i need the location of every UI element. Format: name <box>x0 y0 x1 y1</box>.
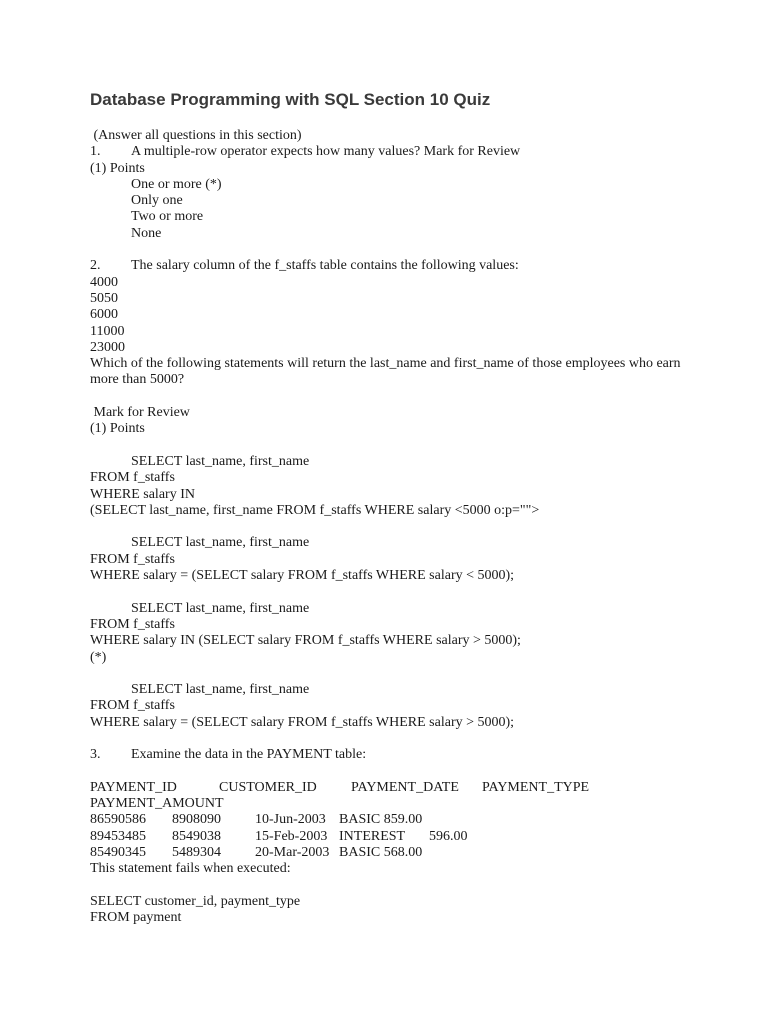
table-cell: 8549038 <box>172 828 221 844</box>
points-label: (1) Points <box>90 421 145 437</box>
code-line: FROM f_staffs <box>90 698 175 714</box>
question-2 <box>90 258 690 274</box>
code-line: SELECT last_name, first_name <box>131 535 310 551</box>
salary-value: 6000 <box>90 307 118 323</box>
table-cell: BASIC 568.00 <box>339 845 423 861</box>
answer-option[interactable]: None <box>131 225 162 241</box>
question-text: The salary column of the f_staffs table contains the following values: <box>131 258 519 274</box>
table-cell: 596.00 <box>429 828 468 844</box>
quiz-body <box>90 128 690 927</box>
mark-for-review: Mark for Review <box>90 405 190 421</box>
code-line: WHERE salary IN (SELECT salary FROM f_staffs WHERE salary > 5000); <box>90 633 521 649</box>
question-number: 2. <box>90 258 101 274</box>
table-row <box>90 829 690 845</box>
salary-value: 11000 <box>90 323 125 339</box>
code-line: SELECT last_name, first_name <box>131 600 310 616</box>
column-header: PAYMENT_TYPE <box>482 779 590 795</box>
table-cell: 85490345 <box>90 845 146 861</box>
question-1 <box>90 144 690 160</box>
question-text: A multiple-row operator expects how many values? Mark for Review <box>131 144 521 160</box>
code-line: SELECT last_name, first_name <box>131 453 310 469</box>
table-row <box>90 812 690 828</box>
answer-option[interactable]: Only one <box>131 193 183 209</box>
table-cell: INTEREST <box>339 828 406 844</box>
salary-value: 4000 <box>90 274 118 290</box>
table-cell: 8908090 <box>172 812 221 828</box>
fails-text: This statement fails when executed: <box>90 861 291 877</box>
page-title: Database Programming with SQL Section 10 Quiz <box>90 90 491 109</box>
table-cell: 10-Jun-2003 <box>255 812 326 828</box>
code-line: FROM payment <box>90 910 182 926</box>
code-line: WHERE salary IN <box>90 486 195 502</box>
table-cell: 5489304 <box>172 845 221 861</box>
table-cell: BASIC 859.00 <box>339 812 423 828</box>
answer-option-1[interactable] <box>90 454 690 519</box>
table-cell: 20-Mar-2003 <box>255 845 330 861</box>
answer-option-4[interactable] <box>90 682 690 731</box>
answer-option[interactable]: One or more (*) <box>131 176 222 192</box>
code-line: SELECT last_name, first_name <box>131 682 310 698</box>
question-text: Examine the data in the PAYMENT table: <box>131 747 367 763</box>
code-line: FROM f_staffs <box>90 470 175 486</box>
answer-option-2[interactable] <box>90 535 690 584</box>
code-line: SELECT customer_id, payment_type <box>90 893 301 909</box>
table-cell: 15-Feb-2003 <box>255 828 328 844</box>
salary-value: 5050 <box>90 290 118 306</box>
column-header: PAYMENT_ID <box>90 779 177 795</box>
salary-value: 23000 <box>90 339 125 355</box>
table-cell: 89453485 <box>90 828 146 844</box>
question-number: 3. <box>90 747 101 763</box>
code-line: FROM f_staffs <box>90 551 175 567</box>
answer-option[interactable]: Two or more <box>131 209 204 225</box>
column-header: PAYMENT_AMOUNT <box>90 796 224 812</box>
table-row <box>90 845 690 861</box>
points-label: (1) Points <box>90 160 145 176</box>
table-header <box>90 780 690 796</box>
code-line: WHERE salary = (SELECT salary FROM f_staffs WHERE salary > 5000); <box>90 714 515 730</box>
question-3 <box>90 747 690 763</box>
column-header: PAYMENT_DATE <box>351 779 459 795</box>
code-line: (SELECT last_name, first_name FROM f_staffs WHERE salary <5000 o:p=""> <box>90 502 540 518</box>
code-line: WHERE salary = (SELECT salary FROM f_staffs WHERE salary < 5000); <box>90 568 515 584</box>
correct-marker: (*) <box>90 649 107 665</box>
code-line: FROM f_staffs <box>90 616 175 632</box>
question-number: 1. <box>90 144 101 160</box>
table-cell: 86590586 <box>90 812 146 828</box>
column-header: CUSTOMER_ID <box>219 779 317 795</box>
answer-option-3[interactable] <box>90 601 690 666</box>
question-prompt: Which of the following statements will return the last_name and first_name of those employees who earn more than 5000? <box>90 356 681 388</box>
instruction-text: (Answer all questions in this section) <box>90 128 302 143</box>
